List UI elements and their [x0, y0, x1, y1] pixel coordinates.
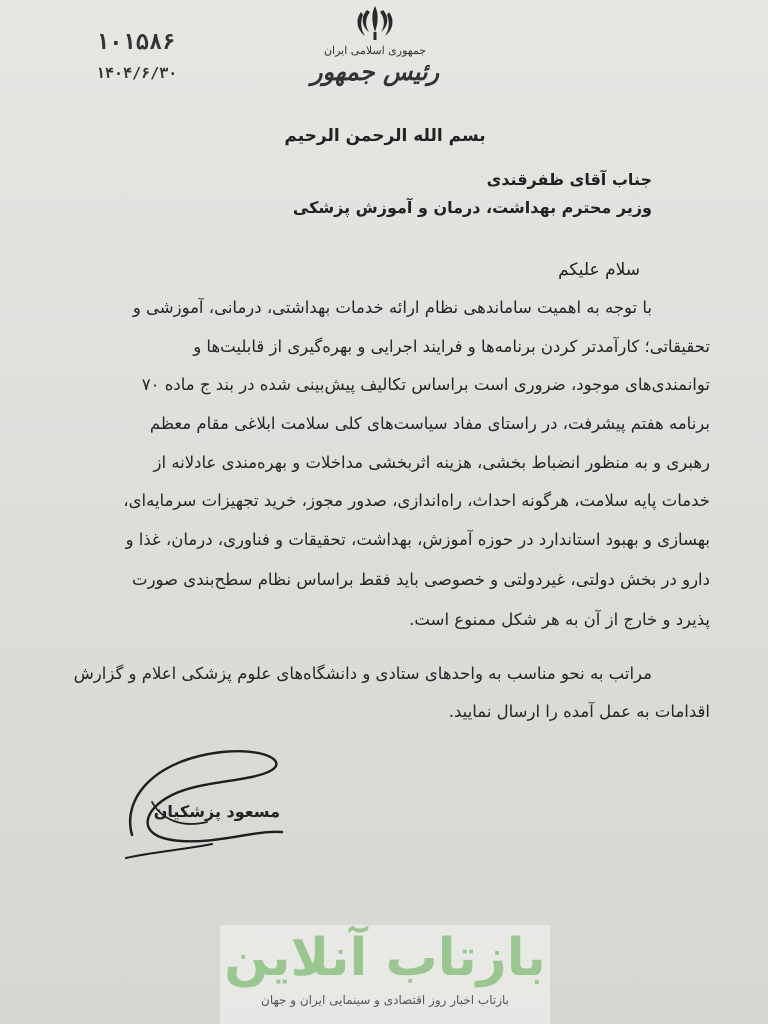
- addressee-name: جناب آقای ظفرقندی: [486, 170, 652, 189]
- body-line: تحقیقاتی؛ کارآمدتر کردن برنامه‌ها و فرایند اجرایی و بهره‌گیری از قابلیت‌ها و: [193, 337, 710, 356]
- bismillah: بسم الله الرحمن الرحیم: [284, 126, 486, 146]
- body-line: با توجه به اهمیت ساماندهی نظام ارائه خدمات بهداشتی، درمانی، آموزشی و: [132, 298, 652, 317]
- body-line: مراتب به نحو مناسب به واحدهای ستادی و دانشگاه‌های علوم پزشکی اعلام و گزارش: [73, 664, 652, 683]
- watermark-subtitle: بازتاب اخبار روز اقتصادی و سینمایی ایران و جهان: [261, 993, 509, 1007]
- body-line: بهسازی و بهبود استاندارد در حوزه آموزش، بهداشت، تحقیقات و فناوری، درمان، غذا و: [125, 530, 710, 549]
- body-line: رهبری و به منظور انضباط بخشی، هزینه اثربخشی مداخلات و بهره‌مندی عادلانه از: [153, 453, 710, 472]
- body-line: برنامه هفتم پیشرفت، در راستای مفاد سیاست‌های کلی سلامت ابلاغی مقام معظم: [149, 414, 710, 433]
- body-line: پذیرد و خارج از آن به هر شکل ممنوع است.: [409, 610, 710, 629]
- watermark: [220, 925, 550, 1024]
- office-label: رئیس جمهور: [310, 57, 440, 86]
- body-line: توانمندی‌های موجود، ضروری است براساس تکالیف پیش‌بینی شده در بند ج ماده ۷۰: [141, 375, 710, 394]
- greeting: سلام علیکم: [558, 260, 640, 280]
- letter-date: ۱۴۰۴/۶/۳۰: [96, 64, 178, 82]
- watermark-title: بازتاب آنلاین: [224, 928, 546, 988]
- republic-label: جمهوری اسلامی ایران: [323, 44, 427, 57]
- body-line: اقدامات به عمل آمده را ارسال نمایید.: [448, 702, 710, 721]
- letterhead: [310, 2, 440, 86]
- body-line: دارو در بخش دولتی، غیردولتی و خصوصی باید فقط براساس نظام سطح‌بندی صورت: [132, 570, 710, 589]
- addressee-title: وزیر محترم بهداشت، درمان و آموزش پزشکی: [292, 198, 652, 217]
- signature-name: مسعود پزشکیان: [153, 802, 280, 821]
- iran-emblem-icon: [353, 2, 397, 42]
- body-line: خدمات پایه سلامت، هرگونه احداث، راه‌اندازی، صدور مجوز، خرید تجهیزات سرمایه‌ای،: [123, 491, 710, 510]
- reference-number: ۱۰۱۵۸۶: [96, 30, 176, 55]
